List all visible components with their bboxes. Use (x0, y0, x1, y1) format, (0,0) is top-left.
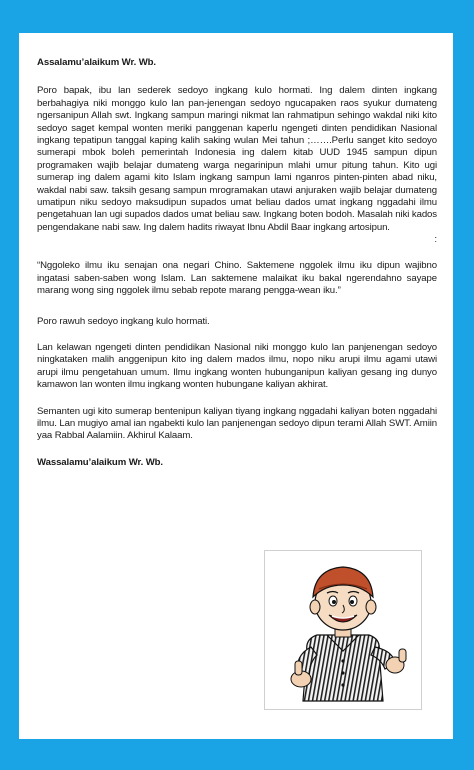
greeting: Assalamu’alaikum Wr. Wb. (37, 57, 156, 68)
hadith-quote: “Nggoleko ilmu iku senajan ona negari Chino. Saktemene nggolek ilmu iku dipun wajibno ingatasi saben-saben wong Islam. Lan saktemene malaikat iku bakal ngerendahno sayape marang wong sing nggolek ilmu sebab repote marang pengga-wean iku.” (37, 260, 437, 297)
cartoon-boy-thumbs-up-icon (265, 551, 421, 709)
letter-page (19, 33, 453, 739)
paragraph-closing-prayer: Semanten ugi kito sumerap bentenipun kaliyan tiyang ingkang nggadahi kaliyan boten nggadahi ilmu. Lan mugiyo amal ian ngabekti kulo lan panjenengan sedoyo dipun terami Allah SWT. Amiin yaa Rabbal Aalamiin. Akhirul Kalaam. (37, 405, 437, 442)
letter-body (37, 57, 437, 483)
paragraph-address: Poro rawuh sedoyo ingkang kulo hormati. (37, 315, 210, 327)
illustration-frame (264, 550, 422, 710)
colon-mark: : (434, 234, 437, 246)
paragraph-opening: Poro bapak, ibu lan sederek sedoyo ingkang kulo hormati. Ing dalem dinten ingkang berbahagiya niki monggo kulo lan pan-jenengan sedoyo ngucapaken raos syukur dumateng ngersanipun Allah swt. Ingkang sampun maringi nikmat lan rahmatipun sehingo wakdal niki kito sedoyo saget kempal wonten meriki panggenan kaperlu ngengeti dinten pendidikan Nasional ingkang tepatipun tanggal kaping kalih saking wulan Mei tahun ;…….Perlu sanget kito sedoyo sumerapi mbok boleh pemerintah Indonesia ing dalem kitab UUD 1945 sampun dipun programaken wajib belajar dumateng warga negarinipun mlahi umur pitung tahun. Kito ugi sumerap ing dalem agami kito Islam ingkang sampun lami nganros pinten-pinten abad niku, wakdal nabi saw. taksih gesang sampun mrogramakan utawi anjuraken wajib belajar dumateng umatipun niku sedoyo maksudipun supados umat beliau dados umat ingkang nggadahi ilmu pengetahuan lan ugi supados dados umat beliau saw. Ingkang boten bodoh. Masalah niki kados pengendakane nabi saw. Ing dalem hadits riwayat Ibnu Abdil Baar ingkang artosipun. (37, 85, 437, 233)
closing-salutation: Wassalamu’alaikum Wr. Wb. (37, 456, 163, 468)
paragraph-education: Lan kelawan ngengeti dinten pendidikan Nasional niki monggo kulo lan panjenengan sedoyo ningkataken malih anggenipun kito ing dalem mados ilmu, nopo niku arupi ilmu agami utawi arupi ilmu pengetahuan umum. Ilmu ingkang wonten hubunganipun kaliyan gesang ing dunyo kamawon lan wonten ilmu ingkang wonten hubungane kaliyan akhirat. (37, 341, 437, 391)
